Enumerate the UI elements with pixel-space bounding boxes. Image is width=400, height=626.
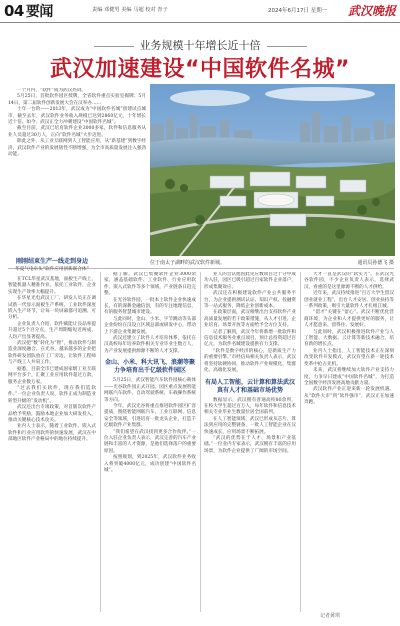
column-divider [300,272,301,612]
column-2-subhead: 金山、小米、科大讯飞、浪潮等聚力争培育出千亿级软件园区 [104,359,195,375]
lead-paragraph: 除此之外，从工业互联网到人工智能应用，从“新基建”到数字经济，武汉软件产业的发展韧性不断增强，为全市高质量发展注入强劲动能。 [8,139,146,158]
article-paragraph: 在人工智能领域，武汉已形成从芯片、算法到应用的完整链条，一批人工智能企业在汉快速成长，应用场景不断拓展。 [204,416,296,435]
article-paragraph: 5月25日，武汉智能汽车软件园核心载体——光谷软件园正式开园。园区重点发展智能网联汽车软件、自动驾驶系统、车载操作系统等方向。 [104,378,196,403]
article-paragraph: “我们希望在武汉找到更多合作伙伴。”一位入驻企业负责人表示，武汉完善的汽车产业链和丰富的人才资源，是他们选择落户的重要原因。 [104,429,196,454]
article-paragraph: 业内人士指出，人工智能技术正在深刻改变软件开发模式，武汉有望在新一轮技术变革中抢占先机。 [304,348,394,367]
editors-line: 责编 邓健男 美编 马超 校对 青子 [92,7,168,13]
newspaper-logo: 武汉晚报 [347,4,396,18]
article-paragraph: 武汉把“数”转化为“智”，推动软件与制造业深度融合。在光谷，越来越多的企业把软件研发团队放在工厂旁边，让软件工程师与产线工人并肩工作。 [8,341,96,366]
article-paragraph: “武汉的优势在于人才、场景和产业基础。”一位业内专家表示，武汉拥有丰富的应用场景，为软件企业提供了广阔的市场空间。 [204,435,296,454]
lead-paragraph: 截至目前，武汉已培育软件企业3000多家，软件和信息服务从业人员超过30万人，正向“软件名城”大步迈进。 [8,126,146,138]
issue-date: 2024年6月17日 星期一 [268,8,328,14]
article-paragraph: 武汉还在积极建设软件产业公共服务平台，为企业提供测试认证、知识产权、投融资等一站式服务，降低企业创新成本。 [204,291,296,310]
article-paragraph: 按照规划，到2025年，武汉软件业务收入将突破4000亿元，成功创建“中国软件名城”。 [104,455,196,473]
article-paragraph: 今年，武汉光谷将重点推进软件园区扩容提质，围绕智能网联汽车、工业互联网、信息安全等领域，引进培育一批龙头企业，打造千亿级软件产业集群。 [104,403,196,429]
headline-kicker [0,37,400,53]
column-3-subhead: 有局人工智能，云计算和算法武汉真有人才和基础市场优势 [204,378,295,394]
page-header [0,0,400,23]
photo-credit: 通讯员孙德飞 摄 [357,260,394,266]
article-paragraph: 业内人士表示，随着工业软件、嵌入式软件和行业应用软件的快速发展，武汉在中部地区软件产业格局中的地位持续提升。 [8,424,96,443]
article-paragraph: “过去我们买软件，现在我们造软件。”一位企业负责人说，软件正成为制造业转型升级的“发动机”。 [8,385,96,404]
article-paragraph: 据了解，武汉已集聚软件企业3000余家，涵盖基础软件、工业软件、行业应用软件、嵌入式软件等多个领域，产业链条日趋完整。 [104,272,196,297]
article-paragraph: 企业负责人介绍，软件赋能让良品率提升超过5个百分点，生产周期缩短近两成，人均产出显著提高。 [8,321,96,340]
column-1-subhead-title: 刚刚结束生产一线走到身边 [15,258,88,265]
article-paragraph: 据悉，目前全市已建成国家级工业互联网平台多个，汇聚工业应用软件超过万款，服务企业数万家。 [8,366,96,385]
article-paragraph: “留才”关键在“留心”。武汉不断优化营商环境，为企业和人才提供更好的服务，让人才愿意来、留得住、发展好。 [304,310,394,329]
article-paragraph: 在政策层面，武汉相继出台支持软件产业高质量发展的若干政策措施，从人才引进、企业培育、场景开放等方面给予全方位支持。 [204,310,296,329]
article-paragraph: 大才一直是武汉的“软实力”。在武汉光谷软件园，不少企业负责人表示，选择武汉，看重的是这里源源不断的人才供给。 [304,272,394,290]
photo-caption: 位于南太子湖畔的武汉软件新城。 [150,260,226,266]
column-divider [100,272,101,612]
article-paragraph: 武汉还建立了软件人才培育体系，依托在汉高校每年培养软件相关专业毕业生数万人，为产业发展提供源源不断的人才支撑。 [104,336,196,354]
column-1-subhead-sub: 华夏气电牵头“软件应用创新联合体” [15,267,89,272]
article-paragraph: 武汉软件产业正迎来新一轮发展机遇。从“软件大市”到“软件强市”，武汉正在加速奔跑。 [304,387,394,406]
lead-column [8,88,146,250]
aerial-photo-software-city [150,84,395,256]
article-paragraph: 在华星光电武汉工厂，研发人员正在调试新一代显示面板生产系统，工业软件深度嵌入生产环节，让每一块屏幕都可追溯、可分析。 [8,296,96,321]
article-column-2 [104,272,196,612]
page-number [4,1,53,21]
article-column-3 [204,272,296,612]
kicker-text: 业务规模十年增长近十倍 [139,39,261,52]
article-paragraph: 与此同时，武汉积极推进软件产业与人工智能、大数据、云计算等新技术融合，培育新的增长点。 [304,329,394,348]
page-number-value: 04 [4,2,24,20]
column-1-subhead [8,258,96,274]
article-paragraph: 在光谷软件园，一批本土软件企业快速成长，有的深耕金融信创，有的专注地理信息，有的服务智慧城市建设。 [104,297,196,316]
article-paragraph: 在TCL华星武汉基地，面板生产线上，智能机器人精准作业。依托工业软件，企业实现生产效率大幅提升。 [8,277,96,295]
kicker-rule-left [94,46,134,47]
kicker-rule-right [267,46,307,47]
article-column-1 [8,254,96,610]
lead-paragraph: 5月25日，首批软件园区授牌，全省软件重点实验室揭牌；5月14日，第二届软件创新发展大会在汉举办…… [8,94,146,106]
article-paragraph: 未来，武汉将继续加大软件产业支持力度，力争早日建成“中国软件名城”，为打造全国数字经济发展高地贡献力量。 [304,368,394,386]
lead-paragraph: 十年一台阶——2013年，武汉成为“中国软件名城”创建试点城市，截至去年，武汉软件业务收入规模已达到2860亿元，十年增长近十倍。如今，武汉正全力冲刺建设“中国软件名城”。 [8,107,146,126]
article-column-4 [304,272,394,610]
article-paragraph: “软件是数字经济的核心，是新质生产力的重要引擎。”市经信局相关负责人表示，武汉将坚持软硬协同，推动软件产业规模化、集群化、高端化发展。 [204,348,296,374]
reporter-signoff: 记者黄琪 [320,613,341,619]
article-paragraph: 记者了解到，武汉今年将新增一批软件和信息技术服务业重点项目，预计总投资超过百亿元，为软件名城建设提供有力支撑。 [204,329,296,348]
article-paragraph: 武汉还出台专项政策，对首版次软件产品给予奖励，鼓励本地企业加大研发投入，推动关键核心技术攻关。 [8,405,96,423]
article-paragraph: 近年来，武汉持续推进“百万大学生留汉创业就业工程”，出台人才安居、创业扶持等一系列政策，吸引大量软件人才扎根江城。 [304,291,394,310]
section-name: 要闻 [25,4,53,20]
photo-illustration [150,84,395,256]
article-paragraph: 与此同时，金山、小米、字节跳动等头部企业纷纷在汉设立区域总部或研发中心，带动上下游企业集聚发展。 [104,316,196,335]
lead-paragraph: 一个月内，“软件”成为武汉热词。 [17,88,87,93]
main-headline: 武汉加速建设“中国软件名城” [50,57,350,82]
column-divider [200,272,201,612]
article-paragraph: 数据显示，武汉拥有普通高校80余所，在校大学生超过百万人，每年软件和信息技术相关专业毕业生数量位居全国前列。 [204,397,296,416]
article-paragraph: 业人的会认他因此见应数项目过十分中成功入驻，园区已吸引超过百家软件企业落户，形成集聚效应。 [204,272,296,290]
